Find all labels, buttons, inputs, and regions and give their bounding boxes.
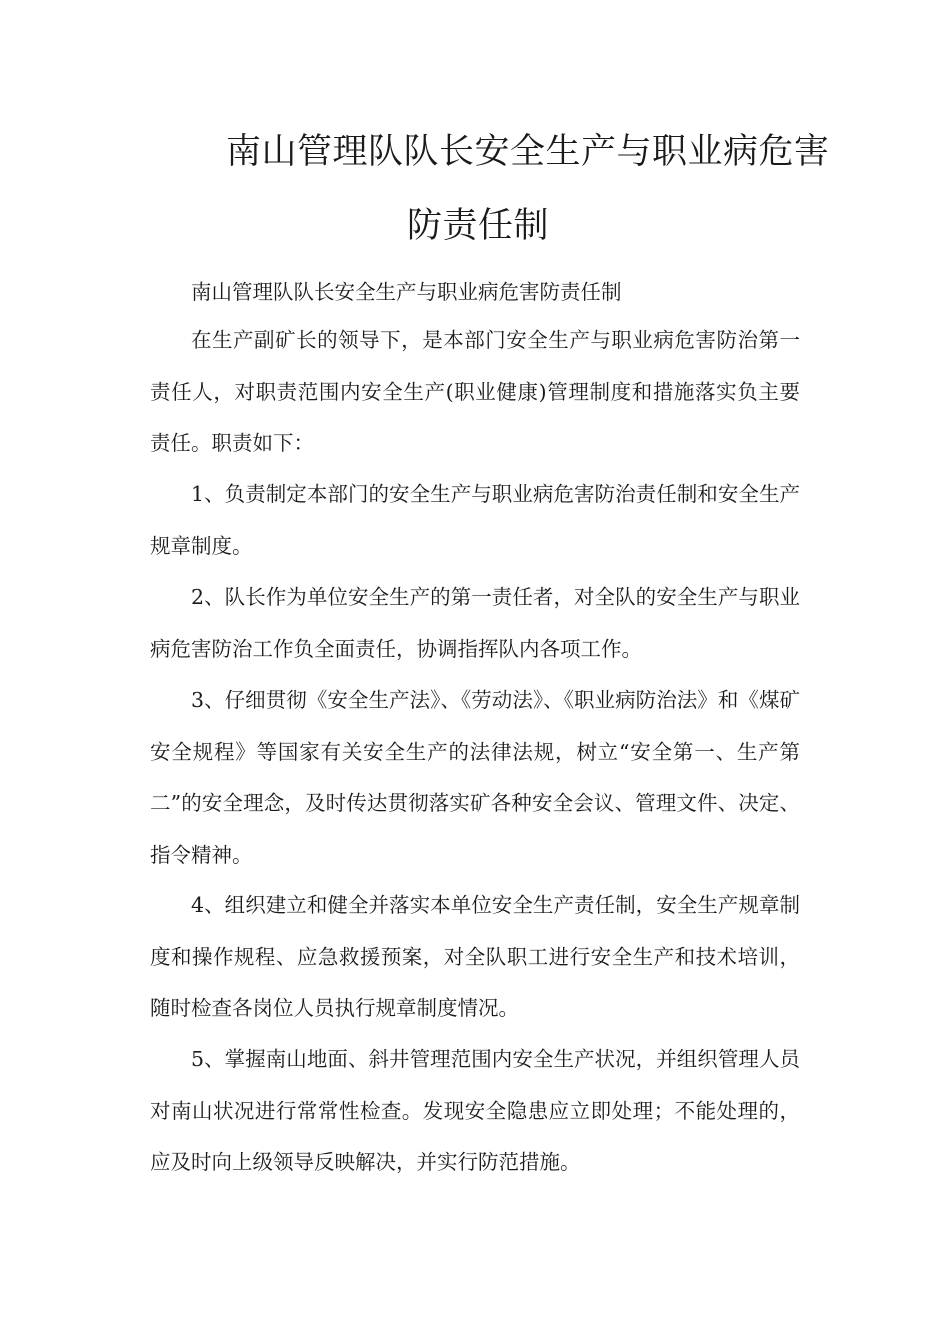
duty-item-5: 5、掌握南山地面、斜井管理范围内安全生产状况，并组织管理人员对南山状况进行常常性检查。发现安全隐患应立即处理；不能处理的，应及时向上级领导反映解决，并实行防范措施。 <box>150 1047 800 1174</box>
duty-item-1: 1、负责制定本部门的安全生产与职业病危害防治责任制和安全生产规章制度。 <box>150 482 800 558</box>
intro-paragraph: 在生产副矿长的领导下，是本部门安全生产与职业病危害防治第一责任人，对职责范围内安全生产(职业健康)管理制度和措施落实负主要责任。职责如下： <box>150 328 800 455</box>
duty-item-2: 2、队长作为单位安全生产的第一责任者，对全队的安全生产与职业病危害防治工作负全面责任，协调指挥队内各项工作。 <box>150 585 800 661</box>
document-title-line-2: 防责任制 <box>407 206 550 246</box>
duty-item-3: 3、仔细贯彻《安全生产法》、《劳动法》、《职业病防治法》和《煤矿安全规程》等国家有关安全生产的法律法规，树立“安全第一、生产第二”的安全理念，及时传达贯彻落实矿各种安全会议、管理文件、决定、指令精神。 <box>150 688 800 867</box>
document-title-line-1: 南山管理队队长安全生产与职业病危害 <box>226 132 830 172</box>
document-subtitle: 南山管理队队长安全生产与职业病危害防责任制 <box>191 280 622 304</box>
duty-item-4: 4、组织建立和健全并落实本单位安全生产责任制，安全生产规章制度和操作规程、应急救援预案，对全队职工进行安全生产和技术培训，随时检查各岗位人员执行规章制度情况。 <box>150 893 800 1020</box>
